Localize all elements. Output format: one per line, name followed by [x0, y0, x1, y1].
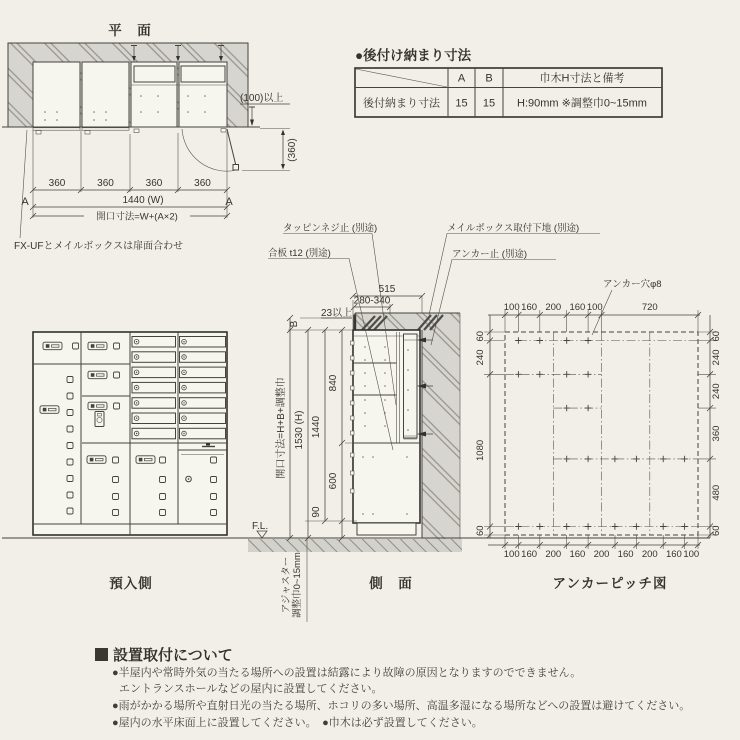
- adjuster-label-2: 調整巾0~15mm: [292, 552, 303, 618]
- anchor-left-dim: 240: [475, 349, 486, 366]
- plan-dim-360-3: 360: [145, 178, 163, 189]
- anchor-diagram-title: アンカーピッチ図: [552, 576, 668, 591]
- side-dim-515: 515: [378, 284, 396, 295]
- anchor-right-dim: 480: [711, 484, 722, 501]
- anchor-right-dim: 60: [711, 525, 722, 536]
- anchor-bottom-dim: 160: [665, 549, 682, 560]
- anchor-left-dim: 60: [475, 330, 486, 342]
- floor-level-icon: [257, 531, 267, 538]
- plan-title: 平 面: [108, 23, 152, 38]
- table-header-b: B: [485, 72, 493, 85]
- side-dim-90: 90: [311, 506, 322, 518]
- table-header-note: 巾木H寸法と備考: [539, 72, 625, 85]
- note-bullet: ●屋内の水平床面上に設置してください。 ●巾木は必ず設置してください。: [112, 717, 483, 729]
- floor-level-label: F.L.: [252, 521, 269, 532]
- anchor-left-dim: 1080: [475, 439, 486, 461]
- anchor-right-dim: 60: [711, 330, 722, 342]
- plan-dim-wall-min: (100)以上: [240, 93, 284, 104]
- table-header-a: A: [457, 72, 466, 85]
- plywood-edge: [353, 315, 356, 331]
- note-bullet: ●半屋内や常時外気の当たる場所への設置は結露により故障の原因となりますのでできません。: [112, 667, 582, 679]
- plan-door-swing: [182, 129, 239, 171]
- label-mailbox-substrate: メイルボックス取付下地 (別途): [447, 223, 580, 234]
- plan-dim-360-4: 360: [194, 178, 211, 189]
- notes-heading-text: 設置取付について: [113, 647, 233, 664]
- side-dim-opening: 開口寸法=H+B+調整巾: [276, 377, 287, 479]
- side-view: [248, 222, 600, 622]
- anchor-top-dim: 200: [545, 302, 562, 313]
- side-dim-1440: 1440: [311, 415, 322, 439]
- plan-view: [2, 22, 298, 252]
- plan-dim-360-1: 360: [48, 178, 66, 189]
- table-value-b: 15: [482, 97, 496, 110]
- anchor-bottom-dim: 200: [641, 549, 658, 560]
- anchor-bottom-dim: 200: [545, 549, 562, 560]
- table-title: ●後付け納まり寸法: [355, 48, 472, 63]
- anchor-hole-label: アンカー穴φ8: [603, 279, 662, 290]
- side-dim-600: 600: [328, 472, 339, 490]
- elevation-view: [33, 332, 227, 591]
- anchor-top-dim: 100: [586, 302, 603, 313]
- anchor-bottom-dim: 160: [569, 549, 586, 560]
- anchor-right-dim: 240: [711, 349, 722, 366]
- anchor-pitch-diagram: [475, 278, 722, 591]
- ground-hatch: [248, 539, 462, 552]
- label-plywood: 合板 t12 (別途): [268, 248, 331, 259]
- anchor-bottom-dim: 160: [617, 549, 634, 560]
- section-square-icon: [95, 648, 108, 661]
- table-value-note: H:90mm ※調整巾0~15mm: [517, 97, 647, 110]
- anchor-bottom-dim: 100: [683, 549, 700, 560]
- plan-dim-360-2: 360: [97, 178, 114, 189]
- elevation-title: 預入側: [109, 576, 153, 591]
- anchor-top-dim: 720: [641, 302, 658, 313]
- plan-dim-opening: 開口寸法=W+(A×2): [96, 211, 178, 223]
- side-dim-840: 840: [328, 374, 339, 392]
- anchor-bottom-dim: 200: [593, 549, 610, 560]
- note-bullet: エントランスホールなどの屋内に設置してください。: [119, 683, 383, 695]
- notes-heading: [95, 644, 233, 665]
- anchor-top-dim: 160: [569, 302, 586, 313]
- anchor-bottom-dim: 160: [521, 549, 538, 560]
- side-title: 側 面: [369, 576, 413, 591]
- plan-note: FX-UFとメイルボックスは扉面合わせ: [14, 241, 184, 252]
- anchor-bottom-dim: 100: [503, 549, 520, 560]
- label-anchor-stop: アンカー止 (別途): [452, 249, 528, 260]
- anchor-right-dim: 360: [711, 425, 722, 442]
- side-dim-280-340: 280-340: [353, 295, 391, 307]
- anchor-right-dim: 240: [711, 383, 722, 400]
- plan-marker-a-right: A: [225, 196, 233, 208]
- fit-dimension-table: [355, 47, 662, 117]
- table-value-a: 15: [455, 97, 468, 110]
- plan-dim-door: (360): [287, 138, 298, 162]
- table-row-label: 後付納まり寸法: [363, 97, 440, 110]
- side-dim-23min: 23以上: [321, 308, 353, 319]
- anchor-top-dim: 160: [521, 302, 538, 313]
- plan-dim-total: 1440 (W): [122, 195, 164, 206]
- plan-door-fronts: [33, 128, 226, 134]
- side-dim-1530: 1530 (H): [294, 410, 305, 450]
- plan-marker-a-left: A: [21, 196, 29, 208]
- anchor-left-dim: 60: [475, 525, 486, 536]
- side-dim-b: B: [289, 320, 300, 328]
- side-cabinet-section: [351, 330, 434, 535]
- adjuster-label-1: アジャスター: [281, 556, 292, 614]
- note-bullet: ●雨がかかる場所や直射日光の当たる場所、ホコリの多い場所、高温多湿になる場所などへの設置は避けてください。: [112, 700, 691, 712]
- label-tapping-screw: タッピンネジ止 (別途): [283, 223, 378, 234]
- anchor-top-dim: 100: [503, 302, 520, 313]
